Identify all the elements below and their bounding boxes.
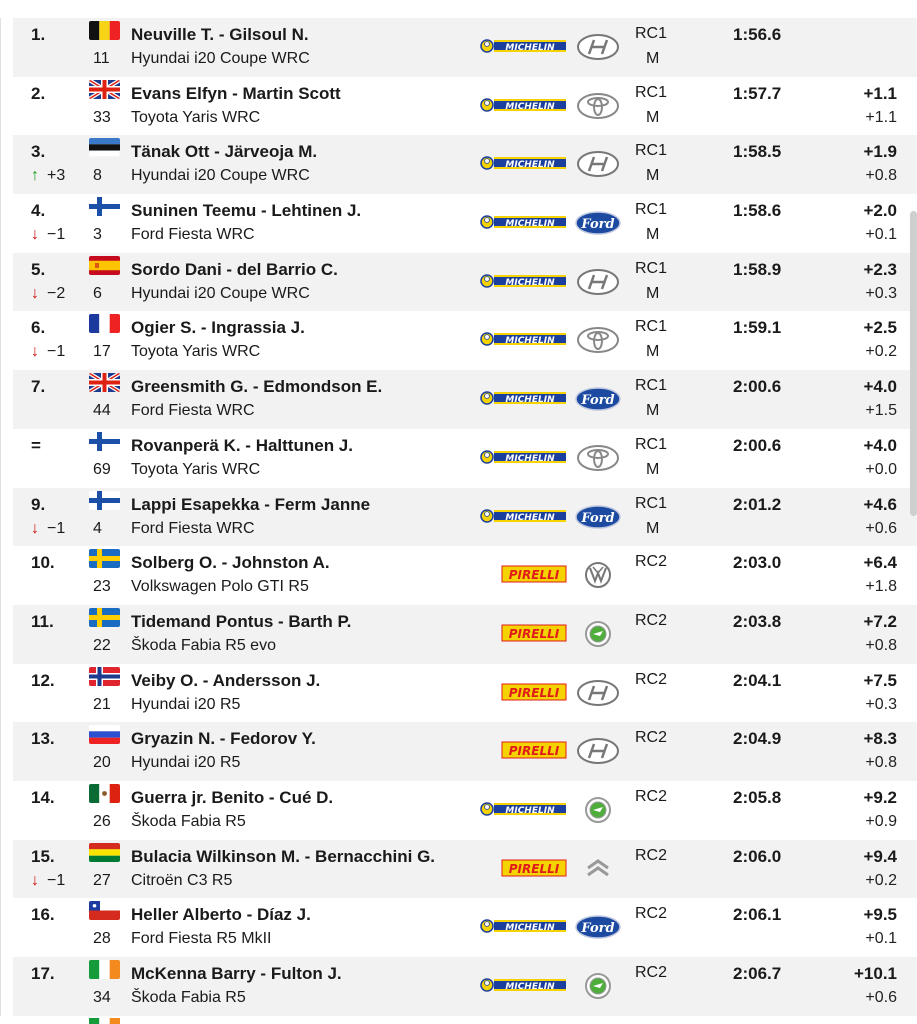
- gap-to-leader: +4.6: [863, 494, 897, 514]
- position-change-value: +3: [47, 167, 66, 185]
- stage-time: 2:03.0: [733, 553, 782, 573]
- crew-names[interactable]: Heller Alberto - Díaz J.: [131, 905, 311, 925]
- category: M: [646, 519, 660, 537]
- crew-names[interactable]: Tidemand Pontus - Barth P.: [131, 611, 352, 631]
- flag-icon: [89, 432, 120, 451]
- flag-icon: [89, 373, 120, 392]
- car-number: 21: [93, 695, 111, 713]
- row-divider: [0, 194, 13, 253]
- skoda-logo-icon: [573, 795, 623, 825]
- gap-to-leader: +1.9: [863, 142, 897, 162]
- car-model: Hyundai i20 R5: [131, 695, 241, 713]
- vw-logo-icon: [573, 560, 623, 590]
- position: 10.: [31, 553, 55, 573]
- car-model: Škoda Fabia R5 evo: [131, 636, 276, 654]
- class: RC2: [635, 787, 668, 805]
- position-change: [31, 989, 39, 1007]
- gap-to-previous: +0.0: [865, 460, 897, 478]
- crew-names[interactable]: Tänak Ott - Järveoja M.: [131, 142, 318, 162]
- michelin-tyre-icon: [480, 447, 568, 467]
- michelin-tyre-icon: [480, 975, 568, 995]
- gap-to-leader: +7.2: [863, 611, 897, 631]
- hyundai-logo-icon: [573, 149, 623, 179]
- crew-names[interactable]: Lappi Esapekka - Ferm Janne: [131, 494, 371, 514]
- gap-to-leader: +9.2: [863, 787, 897, 807]
- table-row[interactable]: [0, 781, 917, 840]
- crew-names[interactable]: Gryazin N. - Fedorov Y.: [131, 729, 316, 749]
- pirelli-tyre-icon: [480, 564, 568, 584]
- row-divider: [0, 18, 13, 77]
- gap-to-previous: +0.1: [865, 226, 897, 244]
- category: M: [646, 226, 660, 244]
- toyota-logo-icon: [573, 443, 623, 473]
- gap-to-leader: +4.0: [863, 435, 897, 455]
- crew-names[interactable]: Suninen Teemu - Lehtinen J.: [131, 201, 362, 221]
- position: 5.: [31, 259, 46, 279]
- table-row[interactable]: [0, 253, 917, 312]
- category: M: [646, 284, 660, 302]
- row-divider: [0, 664, 13, 723]
- class: RC2: [635, 846, 668, 864]
- michelin-tyre-icon: [480, 329, 568, 349]
- class: RC2: [635, 905, 668, 923]
- row-divider: [0, 957, 13, 1016]
- stage-time: 2:03.8: [733, 611, 782, 631]
- table-row[interactable]: [0, 311, 917, 370]
- position-change: [31, 167, 65, 185]
- gap-to-previous: +0.2: [865, 871, 897, 889]
- class: RC2: [635, 611, 668, 629]
- row-divider: [0, 605, 13, 664]
- svg-text:MICHELIN: MICHELIN: [505, 277, 555, 288]
- crew-names[interactable]: Rovanperä K. - Halttunen J.: [131, 435, 353, 455]
- category: M: [646, 167, 660, 185]
- gap-to-previous: +0.8: [865, 636, 897, 654]
- stage-time: 2:06.1: [733, 905, 782, 925]
- ford-logo-icon: [573, 502, 623, 532]
- gap-to-previous: +0.3: [865, 695, 897, 713]
- flag-icon: [89, 667, 120, 686]
- flag-icon: [89, 608, 120, 627]
- svg-text:MICHELIN: MICHELIN: [505, 512, 555, 523]
- crew-names[interactable]: McKenna Barry - Fulton J.: [131, 964, 342, 983]
- position: 1.: [31, 25, 46, 44]
- car-model: Hyundai i20 R5: [131, 754, 241, 772]
- position-change: [31, 754, 39, 772]
- row-divider: [0, 722, 13, 781]
- stage-time: 2:05.8: [733, 787, 782, 807]
- stage-time: 2:04.9: [733, 729, 782, 749]
- svg-text:Ford: Ford: [581, 510, 615, 526]
- car-number: 6: [93, 284, 102, 302]
- gap-to-leader: +7.5: [863, 670, 897, 690]
- position: 14.: [31, 787, 55, 807]
- crew-names[interactable]: Bulacia Wilkinson M. - Bernacchini G.: [131, 846, 436, 866]
- flag-icon: [89, 549, 120, 568]
- class: RC1: [635, 25, 668, 42]
- position: 12.: [31, 670, 55, 690]
- position: 11.: [31, 611, 54, 631]
- stage-time: 2:06.7: [733, 964, 782, 983]
- car-model: Škoda Fabia R5: [131, 989, 246, 1006]
- flag-icon: [89, 314, 120, 333]
- toyota-logo-icon: [573, 325, 623, 355]
- category: M: [646, 108, 660, 126]
- car-number: 33: [93, 108, 111, 126]
- flag-icon: [89, 256, 120, 275]
- stage-time: 1:58.6: [733, 201, 782, 221]
- ford-logo-icon: [573, 912, 623, 942]
- position-change: [31, 930, 39, 948]
- car-model: Ford Fiesta R5 MkII: [131, 930, 272, 948]
- results-table: [0, 18, 917, 1016]
- position-change: [31, 872, 65, 890]
- position-change: [31, 637, 39, 655]
- car-model: Ford Fiesta WRC: [131, 226, 255, 244]
- position-change-value: −1: [47, 343, 66, 361]
- car-number: 20: [93, 754, 111, 772]
- class: RC2: [635, 670, 668, 688]
- row-divider: [0, 370, 13, 429]
- pirelli-tyre-icon: [480, 740, 568, 760]
- michelin-tyre-icon: [480, 212, 568, 232]
- car-number: 69: [93, 460, 111, 478]
- gap-to-previous: +0.8: [865, 754, 897, 772]
- car-number: 34: [93, 989, 111, 1006]
- category: M: [646, 402, 660, 420]
- gap-to-previous: +0.8: [865, 167, 897, 185]
- svg-text:PIRELLI: PIRELLI: [508, 861, 560, 876]
- hyundai-logo-icon: [573, 736, 623, 766]
- car-model: Ford Fiesta WRC: [131, 519, 255, 537]
- position-change-value: −1: [47, 871, 66, 889]
- row-divider: [0, 429, 13, 488]
- stage-time: 1:58.5: [733, 142, 782, 162]
- position-change: [31, 109, 39, 127]
- car-model: Citroën C3 R5: [131, 871, 233, 889]
- gap-to-previous: +0.2: [865, 343, 897, 361]
- category: M: [646, 50, 660, 67]
- arrow-down-icon: ↓: [31, 871, 39, 889]
- row-divider: [0, 546, 13, 605]
- position-change: [31, 696, 39, 714]
- gap-to-leader: +9.4: [863, 846, 897, 866]
- flag-icon: [89, 80, 120, 99]
- stage-time: 2:00.6: [733, 377, 782, 397]
- class: RC1: [635, 377, 668, 395]
- svg-text:PIRELLI: PIRELLI: [508, 626, 560, 641]
- position-change-value: −2: [47, 284, 66, 302]
- scrollbar[interactable]: [910, 211, 917, 516]
- flag-icon: [89, 843, 120, 862]
- row-divider: [0, 781, 13, 840]
- row-divider: [0, 488, 13, 547]
- svg-text:PIRELLI: PIRELLI: [508, 685, 560, 700]
- car-number: 23: [93, 578, 111, 596]
- gap-to-previous: +0.6: [865, 519, 897, 537]
- position: 3.: [31, 142, 46, 162]
- position: 4.: [31, 201, 46, 221]
- class: RC1: [635, 201, 668, 219]
- class: RC1: [635, 142, 668, 160]
- skoda-logo-icon: [573, 619, 623, 649]
- michelin-tyre-icon: [480, 506, 568, 526]
- category: M: [646, 343, 660, 361]
- arrow-down-icon: ↓: [31, 343, 39, 361]
- michelin-tyre-icon: [480, 799, 568, 819]
- position-change-value: −1: [47, 226, 66, 244]
- class: RC1: [635, 83, 668, 101]
- table-row[interactable]: [0, 664, 917, 723]
- class: RC2: [635, 729, 668, 747]
- pirelli-tyre-icon: [480, 682, 568, 702]
- crew-names[interactable]: Veiby O. - Andersson J.: [131, 670, 321, 690]
- class: RC2: [635, 964, 668, 981]
- crew-names[interactable]: Sordo Dani - del Barrio C.: [131, 259, 338, 279]
- car-model: Toyota Yaris WRC: [131, 108, 261, 126]
- flag-icon: [89, 901, 120, 920]
- position: 17.: [31, 964, 55, 983]
- gap-to-previous: +0.9: [865, 812, 897, 830]
- arrow-down-icon: ↓: [31, 519, 39, 537]
- svg-text:MICHELIN: MICHELIN: [505, 336, 555, 347]
- car-model: Toyota Yaris WRC: [131, 343, 261, 361]
- crew-names[interactable]: Ogier S. - Ingrassia J.: [131, 318, 305, 338]
- flag-icon: [89, 725, 120, 744]
- hyundai-logo-icon: [573, 678, 623, 708]
- svg-text:MICHELIN: MICHELIN: [505, 43, 555, 53]
- gap-to-leader: +1.1: [863, 83, 897, 103]
- michelin-tyre-icon: [480, 271, 568, 291]
- hyundai-logo-icon: [573, 32, 623, 62]
- table-row[interactable]: [0, 194, 917, 253]
- position-change: [31, 343, 65, 361]
- stage-time: 2:01.2: [733, 494, 782, 514]
- hyundai-logo-icon: [573, 267, 623, 297]
- table-row[interactable]: [0, 18, 917, 77]
- car-number: 28: [93, 930, 111, 948]
- position: 9.: [31, 494, 46, 514]
- svg-text:Ford: Ford: [581, 217, 615, 233]
- row-divider: [0, 77, 13, 136]
- svg-text:MICHELIN: MICHELIN: [505, 219, 555, 230]
- pirelli-tyre-icon: [480, 623, 568, 643]
- position-change: [31, 285, 65, 303]
- car-number: 8: [93, 167, 102, 185]
- pirelli-tyre-icon: [480, 858, 568, 878]
- crew-names[interactable]: Guerra jr. Benito - Cué D.: [131, 787, 334, 807]
- table-row[interactable]: [0, 429, 917, 488]
- gap-to-previous: +1.1: [865, 108, 897, 126]
- car-number: 11: [93, 50, 110, 67]
- crew-names[interactable]: Neuville T. - Gilsoul N.: [131, 25, 309, 44]
- arrow-up-icon: ↑: [31, 167, 39, 185]
- gap-to-previous: +0.3: [865, 284, 897, 302]
- position: 6.: [31, 318, 46, 338]
- gap-to-leader: +2.0: [863, 201, 897, 221]
- stage-time: 1:59.1: [733, 318, 782, 338]
- table-row[interactable]: [0, 957, 917, 1016]
- position-change: [31, 813, 39, 831]
- stage-time: 2:06.0: [733, 846, 782, 866]
- arrow-down-icon: ↓: [31, 226, 39, 244]
- table-row[interactable]: [0, 898, 917, 957]
- gap-to-leader: +2.5: [863, 318, 897, 338]
- toyota-logo-icon: [573, 91, 623, 121]
- car-model: Hyundai i20 Coupe WRC: [131, 50, 310, 67]
- position-change: [31, 226, 65, 244]
- gap-to-leader: +4.0: [863, 377, 897, 397]
- michelin-tyre-icon: [480, 95, 568, 115]
- car-number: 27: [93, 871, 111, 889]
- michelin-tyre-icon: [480, 153, 568, 173]
- car-number: 17: [93, 343, 111, 361]
- car-model: Toyota Yaris WRC: [131, 460, 261, 478]
- car-number: 3: [93, 226, 102, 244]
- svg-text:MICHELIN: MICHELIN: [505, 395, 555, 406]
- gap-to-previous: +0.1: [865, 930, 897, 948]
- arrow-down-icon: ↓: [31, 284, 39, 302]
- gap-to-leader: +2.3: [863, 259, 897, 279]
- ford-logo-icon: [573, 208, 623, 238]
- svg-text:PIRELLI: PIRELLI: [508, 744, 560, 759]
- citroen-logo-icon: [573, 854, 623, 884]
- svg-text:MICHELIN: MICHELIN: [505, 160, 555, 171]
- car-model: Hyundai i20 Coupe WRC: [131, 284, 310, 302]
- position-change-value: −1: [47, 519, 66, 537]
- position-change: [31, 402, 39, 420]
- category: M: [646, 460, 660, 478]
- partial-row-flag: [89, 1018, 120, 1024]
- michelin-tyre-icon: [480, 36, 568, 56]
- gap-to-leader: +9.5: [863, 905, 897, 925]
- car-number: 22: [93, 636, 111, 654]
- svg-text:MICHELIN: MICHELIN: [505, 982, 555, 992]
- car-model: Hyundai i20 Coupe WRC: [131, 167, 310, 185]
- svg-text:Ford: Ford: [581, 921, 615, 937]
- gap-to-previous: +1.8: [865, 578, 897, 596]
- car-model: Ford Fiesta WRC: [131, 402, 255, 420]
- svg-text:Ford: Ford: [581, 393, 615, 409]
- class: RC1: [635, 494, 668, 512]
- svg-text:MICHELIN: MICHELIN: [505, 453, 555, 464]
- position-change: [31, 520, 65, 538]
- gap-to-leader: +6.4: [863, 553, 897, 573]
- stage-time: 2:04.1: [733, 670, 782, 690]
- skoda-logo-icon: [573, 971, 623, 1001]
- position: 16.: [31, 905, 55, 925]
- svg-text:PIRELLI: PIRELLI: [508, 568, 560, 583]
- position-change: [31, 50, 39, 68]
- michelin-tyre-icon: [480, 388, 568, 408]
- flag-icon: [89, 197, 120, 216]
- car-model: Volkswagen Polo GTI R5: [131, 578, 309, 596]
- ford-logo-icon: [573, 384, 623, 414]
- crew-names[interactable]: Solberg O. - Johnston A.: [131, 553, 330, 573]
- car-number: 44: [93, 402, 111, 420]
- table-row[interactable]: [0, 722, 917, 781]
- position: 7.: [31, 377, 46, 397]
- table-row[interactable]: [0, 840, 917, 899]
- svg-text:MICHELIN: MICHELIN: [505, 923, 555, 934]
- svg-text:MICHELIN: MICHELIN: [505, 805, 555, 816]
- crew-names[interactable]: Greensmith G. - Edmondson E.: [131, 377, 383, 397]
- row-divider: [0, 253, 13, 312]
- car-model: Škoda Fabia R5: [131, 812, 246, 830]
- table-row[interactable]: [0, 546, 917, 605]
- position: 15.: [31, 846, 55, 866]
- table-row[interactable]: [0, 370, 917, 429]
- position-change: [31, 461, 39, 479]
- stage-time: 2:00.6: [733, 435, 782, 455]
- gap-to-previous: +1.5: [865, 402, 897, 420]
- position: 2.: [31, 83, 46, 103]
- table-row[interactable]: [0, 488, 917, 547]
- crew-names[interactable]: Evans Elfyn - Martin Scott: [131, 83, 341, 103]
- stage-time: 1:56.6: [733, 25, 782, 44]
- stage-time: 1:58.9: [733, 259, 782, 279]
- flag-icon: [89, 21, 120, 40]
- position: 13.: [31, 729, 55, 749]
- class: RC1: [635, 259, 668, 277]
- flag-icon: [89, 491, 120, 510]
- row-divider: [0, 840, 13, 899]
- position-change: [31, 578, 39, 596]
- gap-to-previous: +0.6: [865, 989, 897, 1006]
- car-number: 4: [93, 519, 102, 537]
- svg-text:MICHELIN: MICHELIN: [505, 101, 555, 112]
- row-divider: [0, 135, 13, 194]
- flag-icon: [89, 960, 120, 979]
- position: =: [31, 435, 41, 455]
- class: RC1: [635, 435, 668, 453]
- gap-to-leader: +8.3: [863, 729, 897, 749]
- class: RC1: [635, 318, 668, 336]
- car-number: 26: [93, 812, 111, 830]
- row-divider: [0, 311, 13, 370]
- class: RC2: [635, 553, 668, 571]
- row-divider: [0, 898, 13, 957]
- table-row[interactable]: [0, 135, 917, 194]
- gap-to-leader: +10.1: [853, 964, 897, 983]
- table-row[interactable]: [0, 77, 917, 136]
- flag-icon: [89, 784, 120, 803]
- flag-icon: [89, 138, 120, 157]
- stage-time: 1:57.7: [733, 83, 782, 103]
- table-row[interactable]: [0, 605, 917, 664]
- michelin-tyre-icon: [480, 916, 568, 936]
